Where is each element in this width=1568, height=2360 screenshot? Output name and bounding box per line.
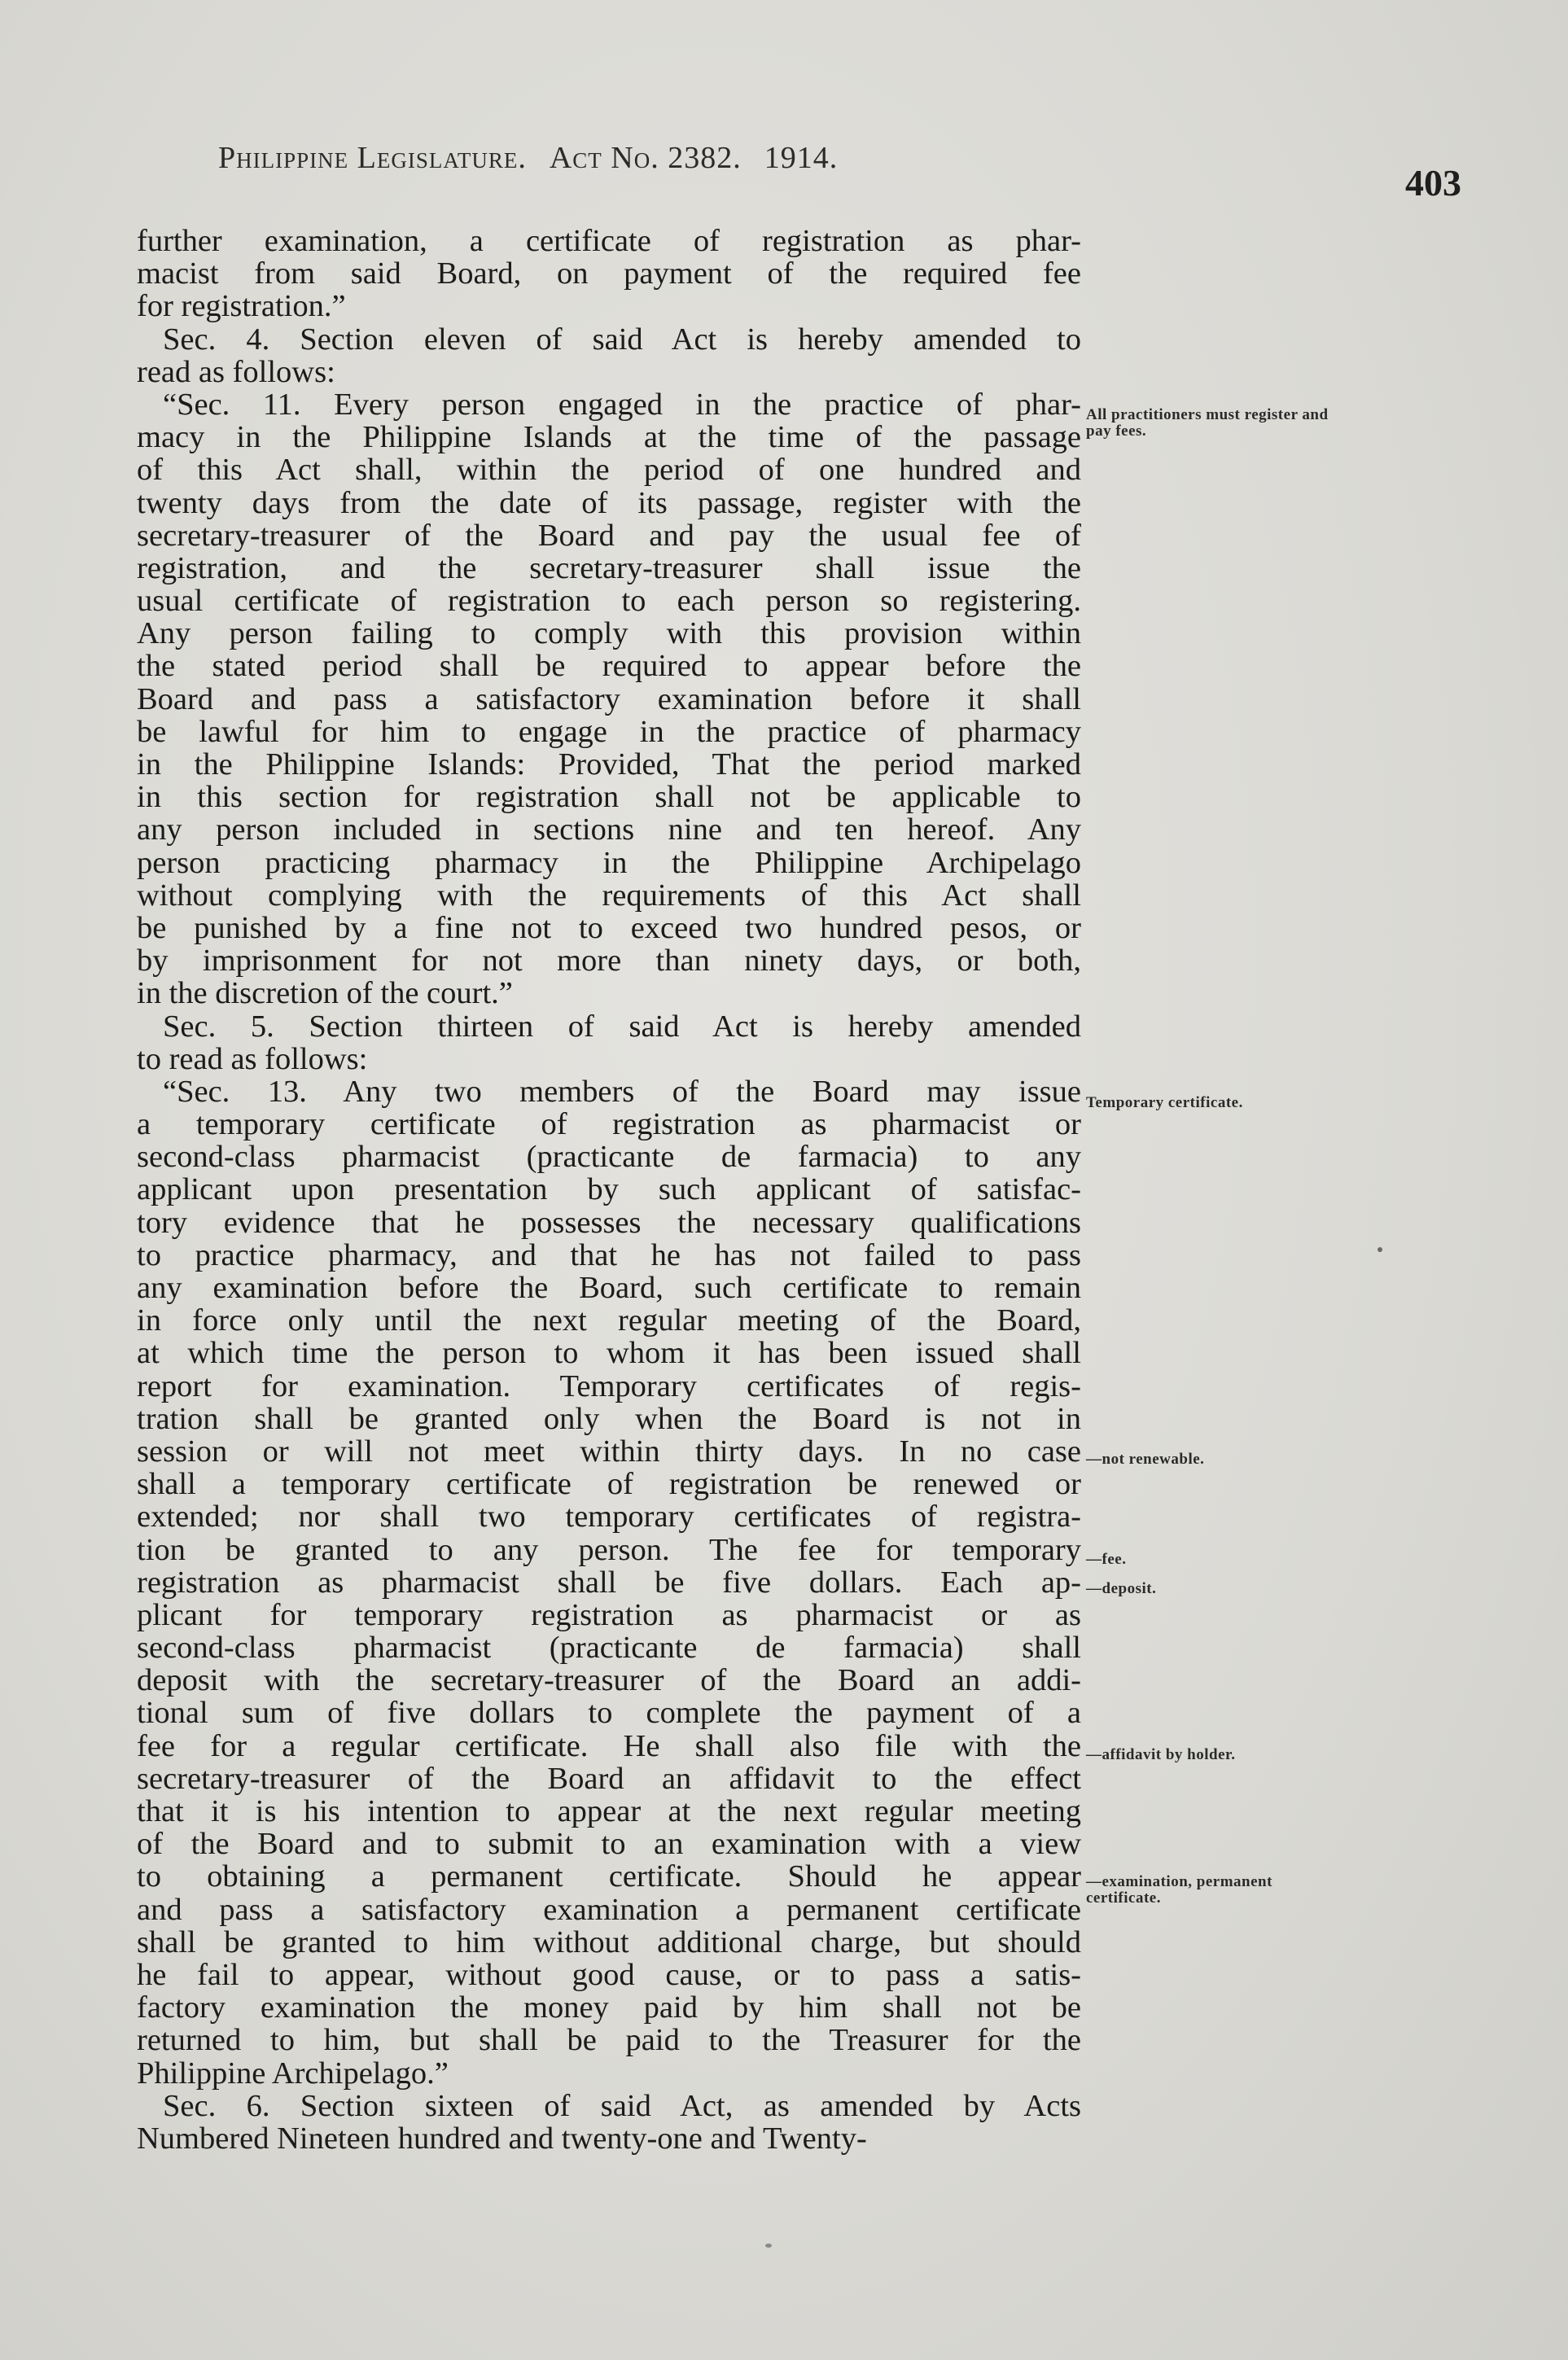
body-line: returned to him, but shall be paid to the Treasurer for the <box>137 2024 1081 2057</box>
running-title-legislature: Philippine Legislature. <box>218 141 527 175</box>
body-line: Any person failing to comply with this provision within <box>137 617 1081 650</box>
body-line: tional sum of five dollars to complete the payment of a <box>137 1697 1081 1730</box>
margin-note-register-fees: All practitioners must register and pay fees. <box>1086 406 1329 440</box>
paper-speck <box>765 2244 772 2248</box>
body-line: deposit with the secretary-treasurer of the Board an addi- <box>137 1664 1081 1697</box>
running-title-year: 1914. <box>764 141 839 175</box>
body-line: of this Act shall, within the period of one hundred and <box>137 453 1081 487</box>
body-line: Sec. 4. Section eleven of said Act is hereby amended to <box>163 322 1081 356</box>
body-line: Numbered Nineteen hundred and twenty-one and Twenty- <box>137 2121 867 2156</box>
body-line: in this section for registration shall not be applicable to <box>137 781 1081 814</box>
body-line: applicant upon presentation by such applicant of satisfac- <box>137 1173 1081 1206</box>
body-line: macy in the Philippine Islands at the time of the passage <box>137 421 1081 454</box>
body-line: the stated period shall be required to appear before the <box>137 650 1081 683</box>
body-line: tration shall be granted only when the Board is not in <box>137 1402 1081 1435</box>
body-line: session or will not meet within thirty days. In no case <box>137 1434 1081 1469</box>
body-line: fee for a regular certificate. He shall also file with the <box>137 1729 1081 1762</box>
body-line: registration, and the secretary-treasurer shall issue the <box>137 551 1081 585</box>
body-line: Philippine Archipelago.” <box>137 2056 449 2090</box>
body-line: Board and pass a satisfactory examination before it shall <box>137 682 1081 716</box>
body-line: factory examination the money paid by him shall not be <box>137 1991 1081 2025</box>
body-line: be lawful for him to engage in the practice of pharmacy <box>137 715 1081 748</box>
body-line: a temporary certificate of registration as pharmacist or <box>137 1108 1081 1141</box>
body-line: macist from said Board, on payment of the required fee <box>137 257 1081 291</box>
body-line: further examination, a certificate of registration as phar- <box>137 225 1081 258</box>
body-line: “Sec. 11. Every person engaged in the practice of phar- <box>163 387 1081 422</box>
body-line: to obtaining a permanent certificate. Should he appear <box>137 1860 1081 1894</box>
running-title-act: Act No. 2382. <box>549 141 742 175</box>
margin-note-fee: —fee. <box>1086 1551 1127 1568</box>
body-line: of the Board and to submit to an examination with a view <box>137 1828 1081 1861</box>
body-line: in the discretion of the court.” <box>137 977 513 1010</box>
running-head <box>218 140 838 176</box>
body-line: any examination before the Board, such certificate to remain <box>137 1272 1081 1305</box>
body-line: “Sec. 13. Any two members of the Board may issue <box>163 1075 1081 1109</box>
body-line: secretary-treasurer of the Board an affidavit to the effect <box>137 1762 1081 1795</box>
body-line: Sec. 5. Section thirteen of said Act is hereby amended <box>163 1009 1081 1043</box>
body-line: in force only until the next regular meeting of the Board, <box>137 1304 1081 1338</box>
body-line: tory evidence that he possesses the necessary qualifications <box>137 1206 1081 1239</box>
paper-speck <box>1377 1247 1382 1252</box>
body-line: extended; nor shall two temporary certificates of registra- <box>137 1500 1081 1534</box>
body-line: for registration.” <box>137 290 346 323</box>
margin-note-affidavit: —affidavit by holder. <box>1086 1746 1236 1763</box>
body-line: twenty days from the date of its passage, register with the <box>137 486 1081 519</box>
body-line: be punished by a fine not to exceed two hundred pesos, or <box>137 911 1081 945</box>
body-line: to practice pharmacy, and that he has not failed to pass <box>137 1238 1081 1272</box>
body-line: and pass a satisfactory examination a permanent certificate <box>137 1893 1081 1926</box>
body-line: secretary-treasurer of the Board and pay the usual fee of <box>137 519 1081 552</box>
margin-note-examination: —examination, permanent certificate. <box>1086 1873 1272 1907</box>
body-line: by imprisonment for not more than ninety days, or both, <box>137 944 1081 978</box>
body-line: that it is his intention to appear at the next regular meeting <box>137 1795 1081 1828</box>
body-line: any person included in sections nine and ten hereof. Any <box>137 813 1081 847</box>
body-line: report for examination. Temporary certificates of regis- <box>137 1369 1081 1403</box>
body-line: usual certificate of registration to each person so registering. <box>137 585 1081 618</box>
body-text <box>137 225 1081 2155</box>
margin-note-temporary-certificate: Temporary certificate. <box>1086 1094 1243 1111</box>
body-line: in the Philippine Islands: Provided, That the period marked <box>137 748 1081 782</box>
body-line: shall a temporary certificate of registration be renewed or <box>137 1468 1081 1501</box>
page-number: 403 <box>1405 162 1461 204</box>
body-line: plicant for temporary registration as pharmacist or as <box>137 1598 1081 1632</box>
body-line: he fail to appear, without good cause, or to pass a satis- <box>137 1958 1081 1992</box>
body-line: tion be granted to any person. The fee for temporary <box>137 1533 1081 1566</box>
margin-note-not-renewable: —not renewable. <box>1086 1451 1205 1468</box>
body-line: Sec. 6. Section sixteen of said Act, as amended by Acts <box>163 2089 1081 2122</box>
body-line: without complying with the requirements of this Act shall <box>137 878 1081 912</box>
body-line: to read as follows: <box>137 1042 368 1075</box>
body-line: shall be granted to him without additional charge, but should <box>137 1925 1081 1959</box>
body-line: at which time the person to whom it has been issued shall <box>137 1337 1081 1370</box>
body-line: second-class pharmacist (practicante de farmacia) to any <box>137 1141 1081 1174</box>
body-line: second-class pharmacist (practicante de farmacia) shall <box>137 1631 1081 1665</box>
margin-note-deposit: —deposit. <box>1086 1580 1157 1597</box>
body-line: read as follows: <box>137 355 335 388</box>
body-line: registration as pharmacist shall be five dollars. Each ap- <box>137 1565 1081 1599</box>
body-line: person practicing pharmacy in the Philippine Archipelago <box>137 846 1081 879</box>
